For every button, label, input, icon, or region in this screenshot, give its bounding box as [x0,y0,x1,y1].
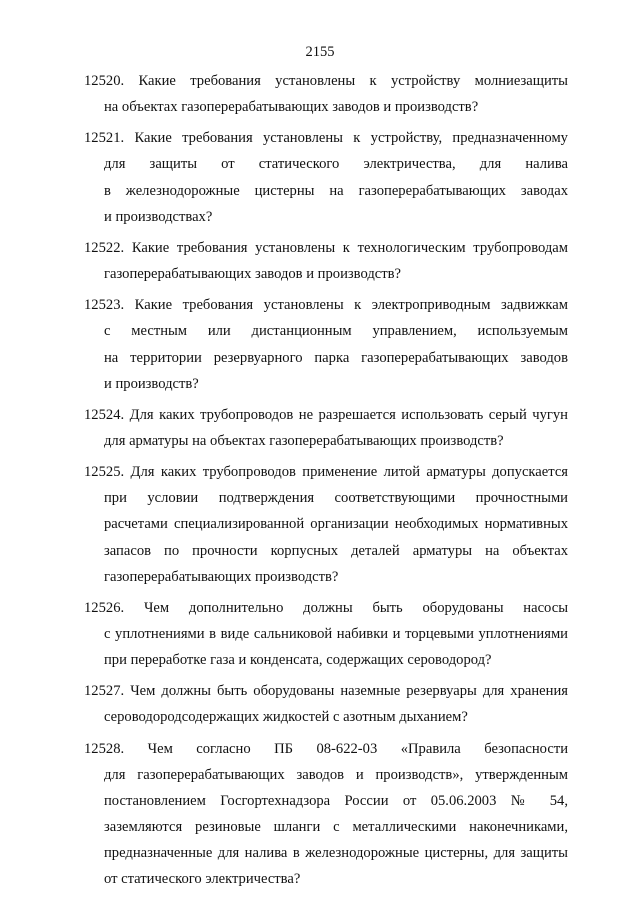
question-text: Чем согласно ПБ 08-622-03 «Правила безопасности [147,740,569,757]
question-text: и производствах? [104,208,213,225]
question-text: Для каких трубопроводов не разрешается использовать серый чугун [129,406,568,423]
question-line [84,151,568,177]
question-line [84,345,568,371]
question-line [84,704,568,730]
question-number: 12522. [84,239,125,256]
question-line [84,402,568,428]
question-line [84,788,568,814]
question-line [84,261,568,287]
question-line [84,840,568,866]
question-text: Чем должны быть оборудованы наземные резервуары для хранения [130,683,568,700]
question-line [84,371,568,397]
question-text: сероводородсодержащих жидкостей с азотным дыханием? [104,709,468,726]
question-line [84,318,568,344]
question-line [84,125,568,151]
question-text: предназначенные для налива в железнодорожные цистерны, для защиты [104,845,568,862]
question-text: запасов по прочности корпусных деталей арматуры на объектах [104,542,568,559]
question-text: газоперерабатывающих производств? [104,568,339,585]
question-line [84,428,568,454]
question-text: Чем дополнительно должны быть оборудованы насосы [143,599,569,616]
question-line [84,485,568,511]
question-text: при условии подтверждения соответствующими прочностными [104,490,568,507]
question-text: для газоперерабатывающих заводов и производств», утвержденным [104,766,568,783]
question-item [84,678,568,730]
question-text: постановлением Госгортехнадзора России от 05.06.2003 № 54, [104,792,568,809]
question-number: 12528. [84,740,125,757]
question-text: и производств? [104,375,199,392]
question-text: Для каких трубопроводов применение литой арматуры допускается [130,464,569,481]
question-number: 12525. [84,464,125,481]
question-line [84,647,568,673]
question-text: Какие требования установлены к устройству молниезащиты [138,73,568,89]
question-text: на объектах газоперерабатывающих заводов и производств? [104,99,479,116]
question-text: газоперерабатывающих заводов и производств? [104,266,401,283]
question-text: в железнодорожные цистерны на газоперерабатывающих заводах [104,182,568,199]
question-text: Какие требования установлены к электроприводным задвижкам [134,297,568,314]
question-line [84,292,568,318]
question-item [84,68,568,120]
question-list [84,68,568,898]
question-line [84,564,568,590]
question-item [84,292,568,396]
question-line [84,736,568,762]
question-line [84,459,568,485]
question-line [84,866,568,892]
question-text: на территории резервуарного парка газоперерабатывающих заводов [104,349,568,366]
question-text: для арматуры на объектах газоперерабатывающих производств? [104,432,504,449]
question-line [84,511,568,537]
question-item [84,459,568,589]
question-item [84,125,568,229]
question-line [84,68,568,94]
question-item [84,235,568,287]
question-line [84,678,568,704]
question-text: для защиты от статического электричества, для налива [104,156,568,173]
question-text: Какие требования установлены к технологическим трубопроводам [131,239,568,256]
question-line [84,814,568,840]
question-text: Какие требования установлены к устройству, предназначенному [134,130,568,147]
question-line [84,235,568,261]
question-text: с местным или дистанционным управлением, используемым [104,323,568,340]
question-line [84,621,568,647]
question-number: 12521. [84,130,125,147]
question-number: 12523. [84,297,125,314]
page-number: 2155 [305,44,335,60]
question-item [84,595,568,673]
question-text: с уплотнениями в виде сальниковой набивки и торцевыми уплотнениями [104,626,568,642]
question-number: 12526. [84,599,125,616]
question-text: от статического электричества? [104,871,301,888]
question-line [84,762,568,788]
question-line [84,94,568,120]
question-text: при переработке газа и конденсата, содержащих сероводород? [104,652,492,669]
question-number: 12527. [84,683,125,700]
question-line [84,178,568,204]
question-line [84,204,568,230]
question-number: 12524. [84,406,125,423]
question-text: заземляются резиновые шланги с металлическими наконечниками, [104,819,568,836]
question-item [84,402,568,454]
question-line [84,595,568,621]
question-item [84,736,568,893]
question-text: расчетами специализированной организации необходимых нормативных [104,516,568,533]
question-line [84,538,568,564]
question-number: 12520. [84,73,125,89]
